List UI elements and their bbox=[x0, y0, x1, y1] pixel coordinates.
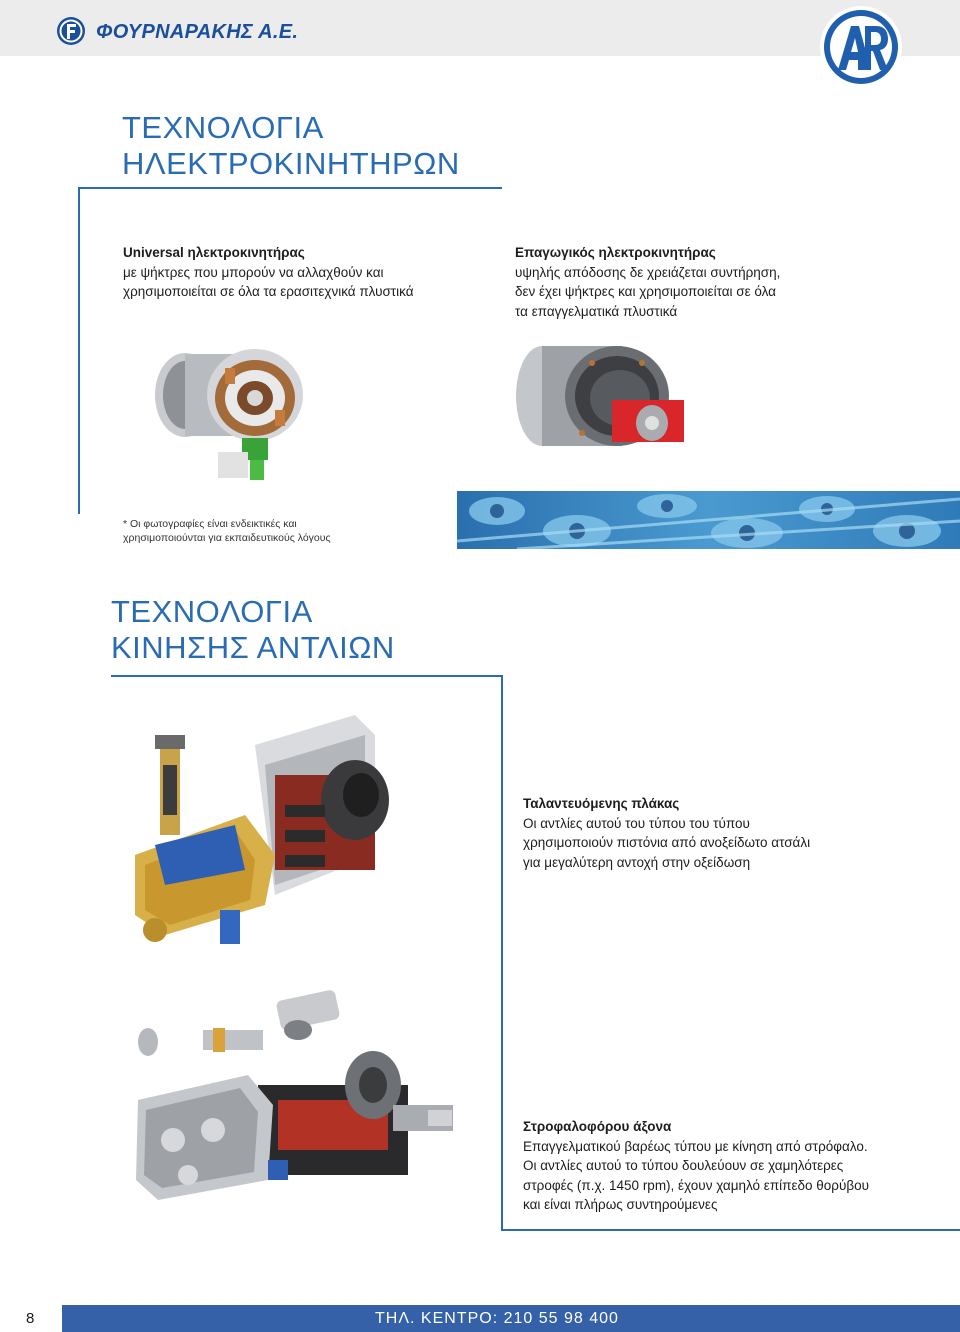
crankshaft-text bbox=[523, 1117, 869, 1215]
section2-title-line2: ΚΙΝΗΣΗΣ ΑΝΤΛΙΩΝ bbox=[111, 630, 395, 665]
universal-motor-heading: Universal ηλεκτροκινητήρας bbox=[123, 245, 305, 260]
universal-motor-photo bbox=[150, 340, 310, 490]
induction-motor-heading: Επαγωγικός ηλεκτροκινητήρας bbox=[515, 245, 716, 260]
section1-title-line2: ΗΛΕΚΤΡΟΚΙΝΗΤΗΡΩΝ bbox=[122, 146, 460, 181]
crankshaft-heading: Στροφαλοφόρου άξονα bbox=[523, 1119, 672, 1134]
section1-bracket-left bbox=[78, 187, 80, 514]
pump-parts-banner-image bbox=[457, 491, 960, 549]
f-circle-logo-icon bbox=[56, 16, 86, 46]
swash-plate-line: χρησιμοποιούν πιστόνια από ανοξείδωτο ατσάλι bbox=[523, 835, 811, 850]
section2-title bbox=[111, 594, 395, 666]
note-line: χρησιμοποιούνται για εκπαιδευτικούς λόγους bbox=[123, 532, 331, 544]
induction-motor-text bbox=[515, 243, 780, 321]
swash-plate-heading: Ταλαντευόμενης πλάκας bbox=[523, 796, 680, 811]
swash-plate-line: Οι αντλίες αυτού του τύπου του τύπου bbox=[523, 815, 750, 831]
crankshaft-line: και είναι πλήρως συντηρούμενες bbox=[523, 1197, 718, 1212]
induction-motor-line: δεν έχει ψήκτρες και χρησιμοποιείται σε όλα bbox=[515, 284, 776, 299]
crankshaft-line: Οι αντλίες αυτού το τύπου δουλεύουν σε χαμηλότερες bbox=[523, 1158, 844, 1173]
induction-motor-line: υψηλής απόδοσης δε χρειάζεται συντήρηση, bbox=[515, 264, 781, 280]
section2-title-line1: ΤΕΧΝΟΛΟΓΙΑ bbox=[111, 594, 313, 629]
ar-badge-logo-icon bbox=[818, 4, 904, 90]
note-line: * Οι φωτογραφίες είναι ενδεικτικές και bbox=[123, 518, 297, 530]
induction-motor-line: τα επαγγελματικά πλυστικά bbox=[515, 303, 678, 319]
universal-motor-line: με ψήκτρες που μπορούν να αλλαχθούν και bbox=[123, 264, 384, 280]
page-number: 8 bbox=[26, 1310, 35, 1327]
footer-phone: ΤΗΛ. ΚΕΝΤΡΟ: 210 55 98 400 bbox=[375, 1310, 619, 1327]
section1-bracket-top bbox=[78, 187, 502, 189]
section1-title-line1: ΤΕΧΝΟΛΟΓΙΑ bbox=[122, 110, 324, 145]
crankshaft-pump-photo bbox=[128, 990, 458, 1205]
crankshaft-line: Επαγγελματικού βαρέως τύπου με κίνηση από στρόφαλο. bbox=[523, 1138, 868, 1154]
section2-bracket-top bbox=[111, 675, 503, 677]
induction-motor-photo bbox=[512, 338, 692, 456]
swash-plate-line: για μεγαλύτερη αντοχή στην οξείδωση bbox=[523, 854, 751, 870]
photo-disclaimer-note bbox=[123, 517, 331, 545]
crankshaft-line: στροφές (π.χ. 1450 rpm), έχουν χαμηλό επίπεδο θορύβου bbox=[523, 1177, 869, 1193]
universal-motor-line: χρησιμοποιείται σε όλα τα ερασιτεχνικά πλυστικά bbox=[123, 284, 414, 299]
section1-title bbox=[122, 110, 460, 182]
swash-plate-pump-photo bbox=[125, 705, 445, 955]
section2-bracket-bottom bbox=[501, 1229, 960, 1231]
swash-plate-text bbox=[523, 794, 810, 872]
brand-name: ΦΟΥΡΝΑΡΑΚΗΣ Α.Ε. bbox=[96, 21, 299, 43]
universal-motor-text bbox=[123, 243, 414, 302]
section2-bracket-right bbox=[501, 675, 503, 1231]
